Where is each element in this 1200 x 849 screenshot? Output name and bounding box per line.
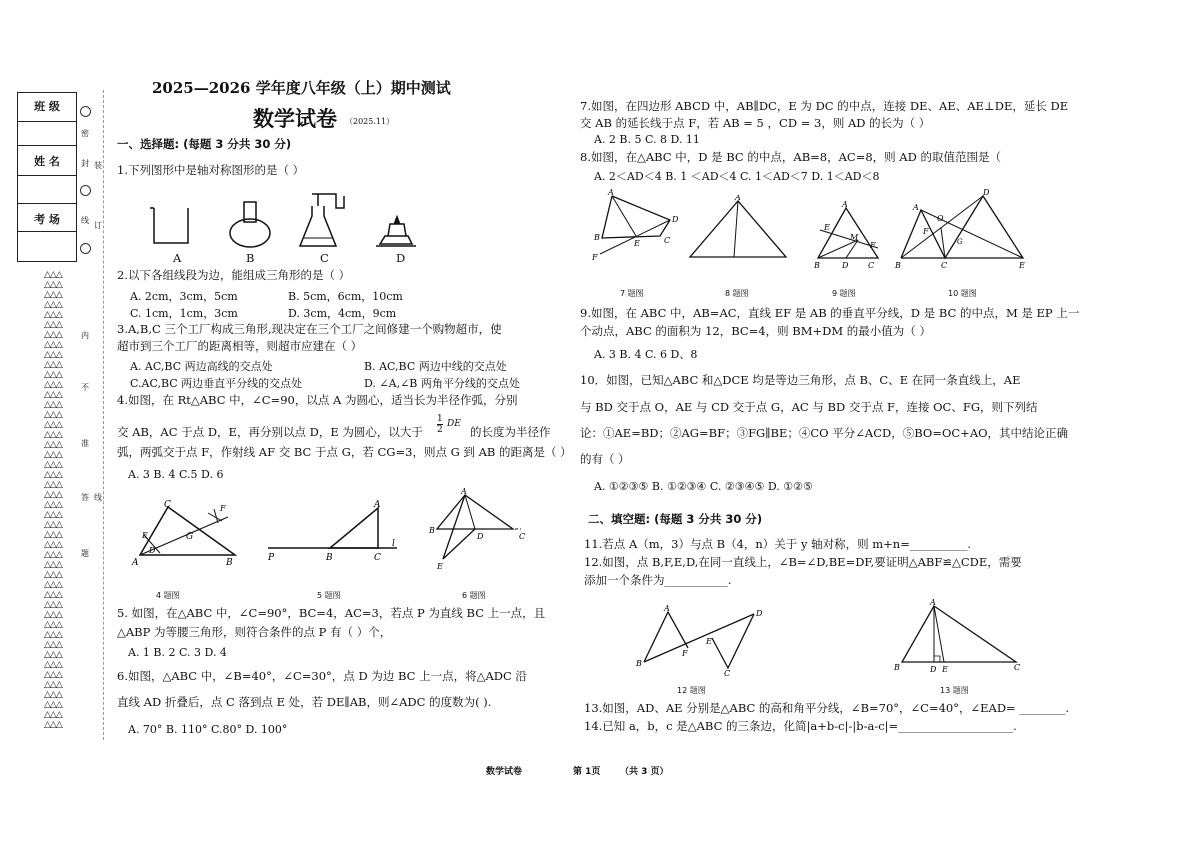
svg-text:B: B <box>226 558 233 568</box>
q12-line1: 12.如图，点 B,F,E,D,在同一直线上，∠B=∠D,BE=DF,要证明△ABF≌△CDE，需要 <box>584 555 1022 569</box>
class-label: 班 级 <box>34 100 60 113</box>
svg-text:B: B <box>895 261 901 270</box>
q2-option-c: C. 1cm，1cm，3cm <box>130 307 238 320</box>
q10-line4: 的有（ ） <box>580 452 630 466</box>
seal-char: 准 <box>81 439 89 448</box>
q7-options: A. 2 B. 5 C. 8 D. 11 <box>594 133 700 146</box>
exam-subject: 数学试卷 <box>253 106 337 131</box>
q1-label-a: A <box>173 251 182 265</box>
q2-option-b: B. 5cm，6cm，10cm <box>288 290 403 303</box>
binding-hole <box>80 106 91 117</box>
q5-line2: △ABP 为等腰三角形，则符合条件的点 P 有（ ）个， <box>117 625 392 639</box>
svg-text:D: D <box>983 188 990 197</box>
svg-text:C: C <box>519 532 526 541</box>
svg-text:E: E <box>437 562 443 571</box>
svg-text:E: E <box>1019 261 1025 270</box>
svg-text:B: B <box>326 553 333 560</box>
q4-fraction <box>437 414 443 435</box>
svg-text:A: A <box>930 598 936 607</box>
q4-line3: 弧，两弧交于点 F，作射线 AF 交 BC 于点 G，若 CG=3，则点 G 到 AB 的距离是（ ） <box>117 445 572 459</box>
exam-date: （2025.11） <box>345 117 395 126</box>
q9-line2: 个动点，ABC 的面积为 12，BC=4，则 BM+DM 的最小值为（ ） <box>580 324 931 338</box>
svg-text:F: F <box>592 253 598 262</box>
section-choice-title: 一、选择题: (每题 3 分共 30 分) <box>117 137 292 151</box>
q4-line2a: 交 AB，AC 于点 D，E，再分别以点 D，E 为圆心，以大于 <box>117 425 423 439</box>
svg-text:E: E <box>706 637 712 646</box>
figure-13 <box>892 598 1027 674</box>
svg-text:F: F <box>682 649 688 658</box>
q8-line1: 8.如图，在△ABC 中，D 是 BC 的中点，AB=8，AC=8，则 AD 的取值范围是（ <box>580 150 1001 164</box>
svg-text:B: B <box>594 233 600 242</box>
svg-text:C: C <box>374 553 381 560</box>
triangle-pattern: △△△ △△△ △△△ △△△ △△△ △△△ △△△ △△△ △△△ △△△ △△△ △△△ △△△ △△△ △△△ △△△ △△△ △△△ △△△ △△△ △△△ △△△ △△△ △△△ △△△ △△△ △△△ △△△ △△△ △△△ △△△ △△△ △△△ △△△ △△△ △△△ △△△ △△△ △△△ △△△ △△△ △△△ △△△ △△△ △△△ △△△ <box>44 270 62 730</box>
binding-info-table <box>17 92 77 262</box>
svg-text:M: M <box>850 233 859 242</box>
figure-6-caption: 6 题图 <box>462 591 486 600</box>
q3-option-a: A. AC,BC 两边高线的交点处 <box>130 360 273 373</box>
room-label: 考 场 <box>34 213 60 226</box>
seal-char: 不 <box>81 383 89 392</box>
svg-text:A: A <box>132 558 139 568</box>
svg-text:C: C <box>664 236 671 245</box>
side-note: 装 <box>94 161 102 170</box>
q13-text: 13.如图，AD、AE 分别是△ABC 的高和角平分线，∠B=70°，∠C=40°，∠EAD= ________. <box>584 701 1069 715</box>
figure-9 <box>810 200 890 272</box>
q1-label-b: B <box>246 251 255 265</box>
figure-8-caption: 8 题图 <box>725 289 749 298</box>
figure-8 <box>684 195 794 265</box>
q4-options: A. 3 B. 4 C.5 D. 6 <box>128 468 224 481</box>
name-label: 姓 名 <box>34 155 60 168</box>
q6-line2: 直线 AD 折叠后，点 C 落到点 E 处，若 DE∥AB，则∠ADC 的度数为( ). <box>117 695 492 709</box>
fold-line <box>103 90 104 740</box>
svg-text:A: A <box>842 200 848 209</box>
q2-option-a: A. 2cm，3cm，5cm <box>130 290 238 303</box>
q4-fraction-num: 1 <box>437 414 443 424</box>
section-fill-title: 二、填空题: (每题 3 分共 30 分) <box>588 512 763 526</box>
svg-text:C: C <box>868 261 875 270</box>
svg-text:D: D <box>149 546 156 555</box>
q4-line1: 4.如图，在 Rt△ABC 中，∠C=90，以点 A 为圆心，适当长为半径作弧，分别 <box>117 393 518 407</box>
figure-4 <box>130 495 250 570</box>
q1-label-c: C <box>320 251 329 265</box>
seal-char: 封 <box>81 159 89 168</box>
binding-hole <box>80 243 91 254</box>
figure-12 <box>632 604 772 679</box>
svg-text:C: C <box>164 500 171 510</box>
svg-text:D: D <box>930 665 937 674</box>
q1-text: 1.下列图形中是轴对称图形的是（ ） <box>117 163 305 177</box>
svg-text:B: B <box>814 261 820 270</box>
q10-options: A. ①②③⑤ B. ①②③④ C. ②③④⑤ D. ①②⑤ <box>594 480 813 493</box>
svg-text:F: F <box>220 504 226 513</box>
svg-text:C: C <box>941 261 948 270</box>
svg-text:E: E <box>824 223 830 232</box>
q6-options: A. 70° B. 110° C.80° D. 100° <box>128 723 288 736</box>
side-note: 线 <box>94 493 102 502</box>
svg-text:B: B <box>429 526 435 535</box>
svg-text:E: E <box>142 531 148 540</box>
side-note: 订 <box>94 221 102 230</box>
q10-line3: 论：①AE=BD；②AG=BF；③FG∥BE；④CO 平分∠ACD，⑤BO=OC+AO，其中结论正确 <box>580 426 1069 440</box>
svg-text:O: O <box>937 214 944 223</box>
svg-text:F: F <box>923 227 929 236</box>
svg-text:C: C <box>1014 663 1021 672</box>
seal-char: 答 <box>81 493 89 502</box>
q5-line1: 5. 如图，在△ABC 中，∠C=90°，BC=4，AC=3，若点 P 为直线 BC 上一点，且 <box>117 606 546 620</box>
figure-4-caption: 4 题图 <box>156 591 180 600</box>
seal-char: 线 <box>81 216 89 225</box>
svg-text:A: A <box>735 195 741 202</box>
q1-figures <box>140 188 440 263</box>
seal-char: 内 <box>81 331 89 340</box>
svg-text:B: B <box>894 663 900 672</box>
figure-12-caption: 12 题图 <box>677 686 706 695</box>
seal-char: 密 <box>81 129 89 138</box>
q8-options: A. 2＜AD＜4 B. 1 ＜AD＜4 C. 1＜AD＜7 D. 1＜AD＜8 <box>594 170 880 183</box>
q9-line1: 9.如图，在 ABC 中，AB=AC，直线 EF 是 AB 的垂直平分线，D 是 BC 的中点，M 是 EP 上一 <box>580 306 1080 320</box>
svg-text:B: B <box>636 659 642 668</box>
figure-10 <box>895 188 1035 273</box>
q1-label-d: D <box>396 251 406 265</box>
q7-line2: 交 AB 的延长线于点 F，若 AB = 5 ，CD = 3，则 AD 的长为（ ） <box>580 116 931 130</box>
figure-6 <box>425 487 535 572</box>
svg-text:D: D <box>672 215 679 224</box>
q9-options: A. 3 B. 4 C. 6 D、8 <box>594 348 698 361</box>
figure-9-caption: 9 题图 <box>832 289 856 298</box>
figure-7 <box>590 188 690 268</box>
svg-text:A: A <box>374 500 381 510</box>
q5-options: A. 1 B. 2 C. 3 D. 4 <box>128 646 227 659</box>
q4-fraction-den: 2 <box>437 425 443 435</box>
q11-text: 11.若点 A（m，3）与点 B（4，n）关于 y 轴对称，则 m+n=__________. <box>584 537 971 551</box>
binding-hole <box>80 185 91 196</box>
figure-7-caption: 7 题图 <box>620 289 644 298</box>
svg-text:G: G <box>957 238 963 246</box>
svg-text:A: A <box>664 604 670 613</box>
q12-line2: 添加一个条件为___________. <box>584 573 732 587</box>
svg-text:A: A <box>608 188 614 197</box>
figure-10-caption: 10 题图 <box>948 289 977 298</box>
q3-line2: 超市到三个工厂的距离相等，则超市应建在（ ） <box>117 339 363 353</box>
svg-text:l: l <box>392 539 395 549</box>
q3-line1: 3.A,B,C 三个工厂构成三角形,现决定在三个工厂之间修建一个购物超市，使 <box>117 322 502 336</box>
figure-13-caption: 13 题图 <box>940 686 969 695</box>
footer-subject: 数学试卷 <box>486 767 523 777</box>
svg-text:D: D <box>842 261 849 270</box>
svg-text:P: P <box>268 553 275 560</box>
q3-option-c: C.AC,BC 两边垂直平分线的交点处 <box>130 377 303 390</box>
svg-text:F: F <box>870 241 876 250</box>
svg-text:A: A <box>461 487 467 496</box>
q6-line1: 6.如图，△ABC 中，∠B=40°，∠C=30°，点 D 为边 BC 上一点，将△ADC 沿 <box>117 669 527 683</box>
svg-text:A: A <box>913 203 919 212</box>
svg-text:D: D <box>477 532 484 541</box>
figure-5-caption: 5 题图 <box>317 591 341 600</box>
q2-option-d: D. 3cm，4cm，9cm <box>288 307 397 320</box>
footer-page: 第 1页 <box>573 767 601 777</box>
q7-line1: 7.如图，在四边形 ABCD 中，AB∥DC，E 为 DC 的中点，连接 DE、AE、AE⊥DE，延长 DE <box>580 99 1069 113</box>
svg-text:C: C <box>724 669 731 678</box>
svg-text:D: D <box>756 609 763 618</box>
exam-title: 2025—2026 学年度八年级（上）期中测试 <box>152 79 451 97</box>
svg-text:E: E <box>942 665 948 674</box>
seal-char: 题 <box>81 549 89 558</box>
footer-total: （共 3 页） <box>620 767 669 777</box>
q4-fraction-de: DE <box>447 419 461 429</box>
q14-text: 14.已知 a，b，c 是△ABC 的三条边，化简|a+b-c|-|b-a-c|=____________________. <box>584 719 1017 733</box>
q3-option-b: B. AC,BC 两边中线的交点处 <box>364 360 507 373</box>
svg-text:G: G <box>186 532 194 542</box>
q3-option-d: D. ∠A,∠B 两角平分线的交点处 <box>364 377 520 390</box>
q10-line1: 10．如图，已知△ABC 和△DCE 均是等边三角形，点 B、C、E 在同一条直线上，AE <box>580 373 1021 387</box>
q4-line2b: 的长度为半径作 <box>470 425 551 439</box>
svg-text:E: E <box>634 239 640 248</box>
q2-text: 2.以下各组线段为边，能组成三角形的是（ ） <box>117 268 351 282</box>
q10-line2: 与 BD 交于点 O，AE 与 CD 交于点 G，AC 与 BD 交于点 F，连接 OC、FG，则下列结 <box>580 400 1038 414</box>
figure-5 <box>262 500 412 560</box>
